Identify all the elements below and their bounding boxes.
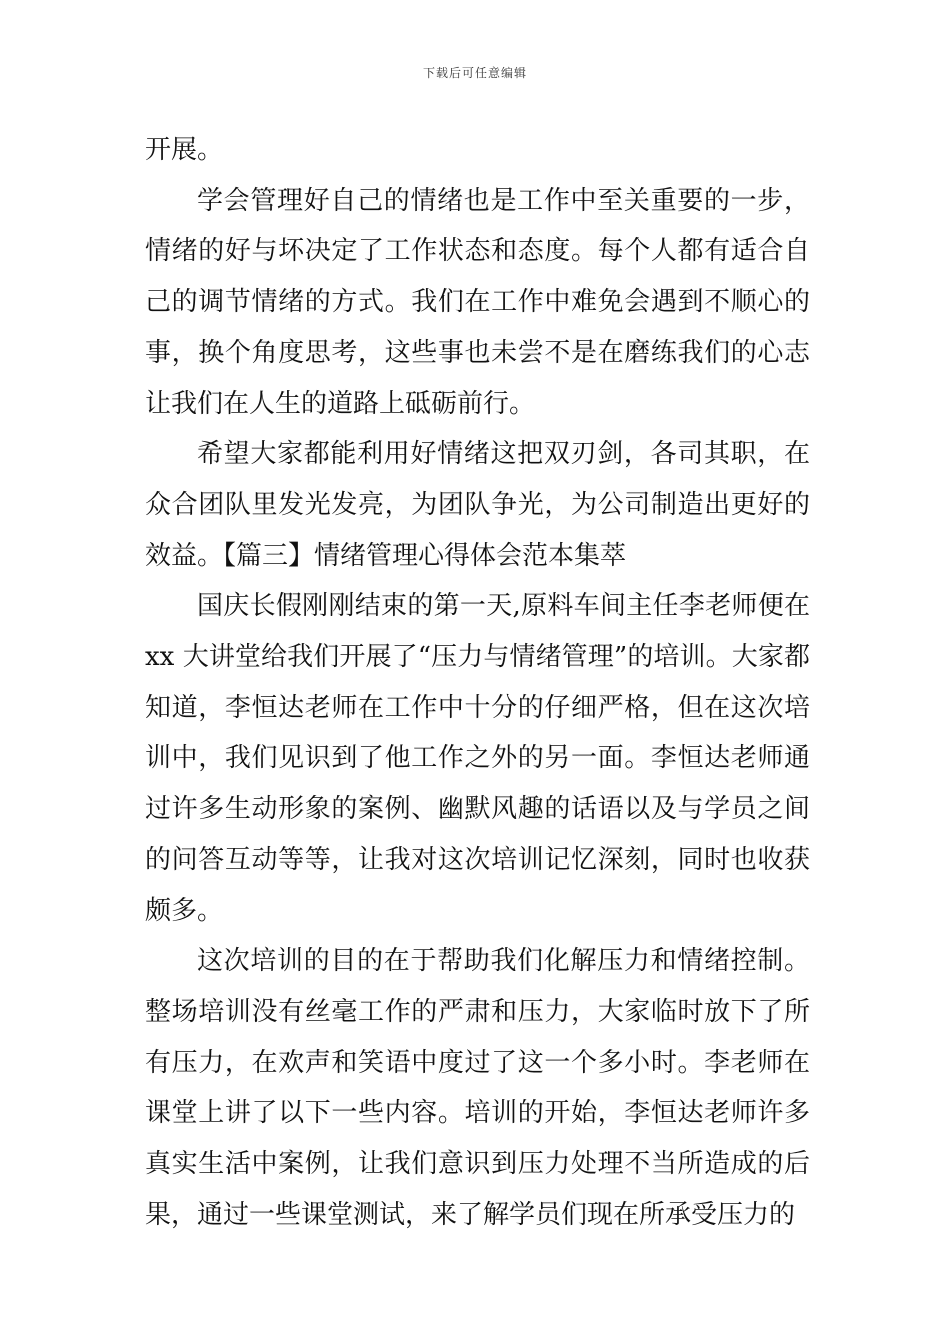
paragraph-double-edged-sword: 希望大家都能利用好情绪这把双刃剑，各司其职，在众合团队里发光发亮，为团队争光，为公司制造出更好的效益。【篇三】情绪管理心得体会范本集萃: [145, 439, 810, 571]
paragraph-training-intro: 国庆长假刚刚结束的第一天,原料车间主任李老师便在 xx 大讲堂给我们开展了“压力与情绪管理”的培训。大家都知道，李恒达老师在工作中十分的仔细严格，但在这次培训中，我们见识到了他工作之外的另一面。李恒达老师通过许多生动形象的案例、幽默风趣的话语以及与学员之间的问答互动等等，让我对这次培训记忆深刻，同时也收获颇多。: [145, 591, 810, 926]
header-note: 下载后可任意编辑: [422, 66, 527, 80]
paragraph-emotion-management: 学会管理好自己的情绪也是工作中至关重要的一步，情绪的好与坏决定了工作状态和态度。每个人都有适合自己的调节情绪的方式。我们在工作中难免会遇到不顺心的事，换个角度思考，这些事也未尝不是在磨练我们的心志让我们在人生的道路上砥砺前行。: [145, 185, 810, 419]
paragraph-continuation: 开展。: [145, 135, 224, 165]
document-body: [145, 125, 810, 1240]
paragraph-training-purpose: 这次培训的目的在于帮助我们化解压力和情绪控制。整场培训没有丝毫工作的严肃和压力，大家临时放下了所有压力，在欢声和笑语中度过了这一个多小时。李老师在课堂上讲了以下一些内容。培训的开始，李恒达老师许多真实生活中案例，让我们意识到压力处理不当所造成的后果，通过一些课堂测试，来了解学员们现在所承受压力的: [145, 946, 810, 1230]
